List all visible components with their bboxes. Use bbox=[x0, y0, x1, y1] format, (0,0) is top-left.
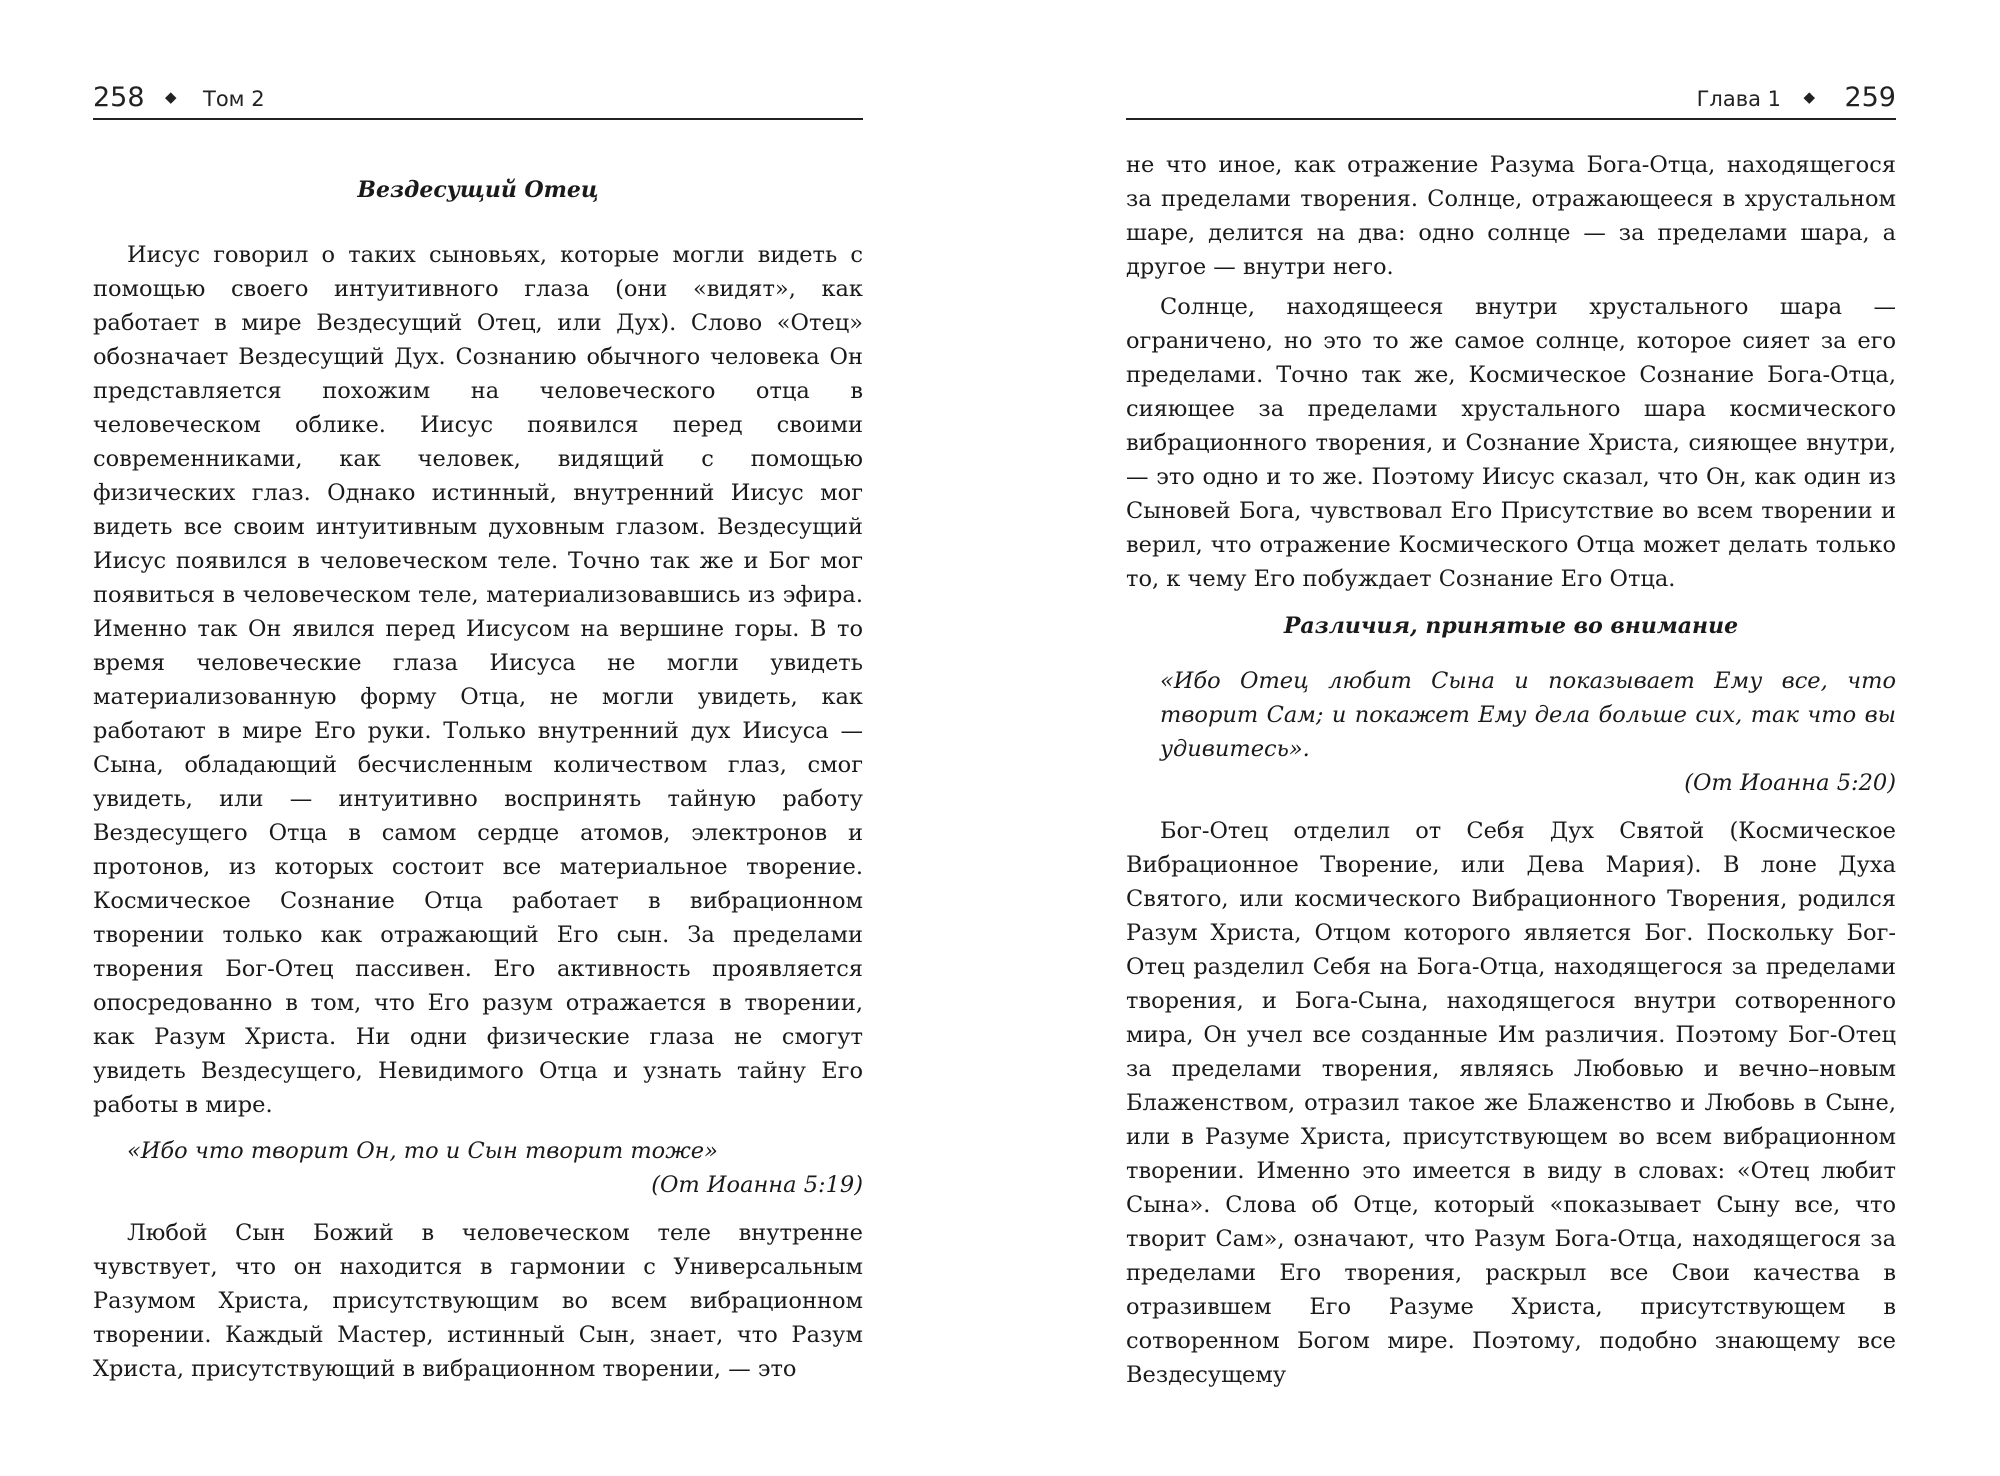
ornament-dot-icon: ◆ bbox=[165, 88, 177, 106]
left-quote bbox=[127, 1134, 863, 1202]
left-quote-source: (От Иоанна 5:19) bbox=[651, 1172, 863, 1198]
left-paragraph-2: Любой Сын Божий в человеческом теле внутренне чувствует, что он находится в гармонии с Универсальным Разумом Христа, присутствующим во всем вибрационном творении. Каждый Мастер, истинный Сын, знает, что Разум Христа, присутствующий в вибрационном творении, — это bbox=[93, 1220, 863, 1382]
right-quote-source: (От Иоанна 5:20) bbox=[1684, 770, 1896, 796]
right-quote-text: «Ибо Отец любит Сына и показывает Ему все, что творит Сам; и покажет Ему дела больше сих, так что вы удивитесь». bbox=[1160, 668, 1896, 762]
left-running-title: Том 2 bbox=[203, 87, 265, 111]
right-quote bbox=[1160, 664, 1896, 800]
left-paragraph-1: Иисус говорил о таких сыновьях, которые могли видеть с помощью своего интуитивного глаза (они «видят», как работает в мире Вездесущий Отец, или Дух). Слово «Отец» обозначает Вездесущий Дух. Сознанию обычного человека Он представляется похожим на человеческого отца в человеческом облике. Иисус появился перед своими современниками, как человек, видящий с помощью физических глаз. Однако истинный, внутренний Иисус мог видеть все своим интуитивным духовным глазом. Вездесущий Иисус появился в человеческом теле. Точно так же и Бог мог появиться в человеческом теле, материализовавшись из эфира. Именно так Он явился перед Иисусом на вершине горы. В то время человеческие глаза Иисуса не могли увидеть материализованную форму Отца, не могли увидеть, как работают в мире Его руки. Только внутренний дух Иисуса — Сына, обладающий бесчисленным количеством глаз, смог увидеть, или — интуитивно воспринять тайную работу Вездесущего Отца в самом сердце атомов, электронов и протонов, из которых состоит все материальное творение. Космическое Сознание Отца работает в вибрационном творении только как отражающий Его сын. За пределами творения Бог-Отец пассивен. Его активность проявляется опосредованно в том, что Его разум отражается в творении, как Разум Христа. Ни одни физические глаза не смогут увидеть Вездесущего, Невидимого Отца и узнать тайну Его работы в мире. bbox=[93, 242, 863, 1118]
left-quote-text: «Ибо что творит Он, то и Сын творит тоже» bbox=[127, 1138, 718, 1164]
right-running-title: Глава 1 bbox=[1696, 87, 1781, 111]
right-paragraph-3: Бог-Отец отделил от Себя Дух Святой (Космическое Вибрационное Творение, или Дева Мария). В лоне Духа Святого, или космического Вибрационного Творения, родился Разум Христа, Отцом которого является Бог. Поскольку Бог-Отец разделил Себя на Бога-Отца, находящегося за пределами творения, и Бога-Сына, находящегося внутри сотворенного мира, Он учел все созданные Им различия. Поэтому Бог-Отец за пределами творения, являясь Любовью и вечно–новым Блаженством, отразил такое же Блаженство и Любовь в Сыне, или в Разуме Христа, присутствующем во всем вибрационном творении. Именно это имеется в виду в словах: «Отец любит Сына». Слова об Отце, который «показывает Сыну все, что творит Сам», означают, что Разум Бога-Отца, находящегося за пределами Его творения, раскрыл все Свои качества в отразившем Его Разуме Христа, присутствующем в сотворенном Богом мире. Поэтому, подобно знающему все Вездесущему bbox=[1126, 818, 1896, 1388]
ornament-dot-icon: ◆ bbox=[1803, 88, 1815, 106]
right-paragraph-2: Солнце, находящееся внутри хрустального шара — ограничено, но это то же самое солнце, которое сияет за его пределами. Точно так же, Космическое Сознание Бога-Отца, сияющее за пределами хрустального шара космического вибрационного творения, и Сознание Христа, сияющее внутри, — это одно и то же. Поэтому Иисус сказал, что Он, как один из Сыновей Бога, чувствовал Его Присутствие во всем творении и верил, что отражение Космического Отца может делать только то, к чему Его побуждает Сознание Его Отца. bbox=[1126, 294, 1896, 592]
left-page-body bbox=[93, 170, 863, 1386]
left-running-head bbox=[93, 78, 863, 120]
section-heading-distinctions: Различия, принятые во внимание bbox=[1283, 613, 1739, 639]
right-page-number: 259 bbox=[1844, 82, 1896, 113]
right-paragraph-1: не что иное, как отражение Разума Бога-Отца, находящегося за пределами творения. Солнце, отражающееся в хрустальном шаре, делится на два: одно солнце — за пределами шара, а другое — внутри него. bbox=[1126, 152, 1896, 280]
right-page-body bbox=[1126, 148, 1896, 1392]
right-running-head bbox=[1126, 78, 1896, 120]
section-heading-omnipresent-father: Вездесущий Отец bbox=[357, 177, 599, 203]
left-page-number: 258 bbox=[93, 82, 145, 113]
